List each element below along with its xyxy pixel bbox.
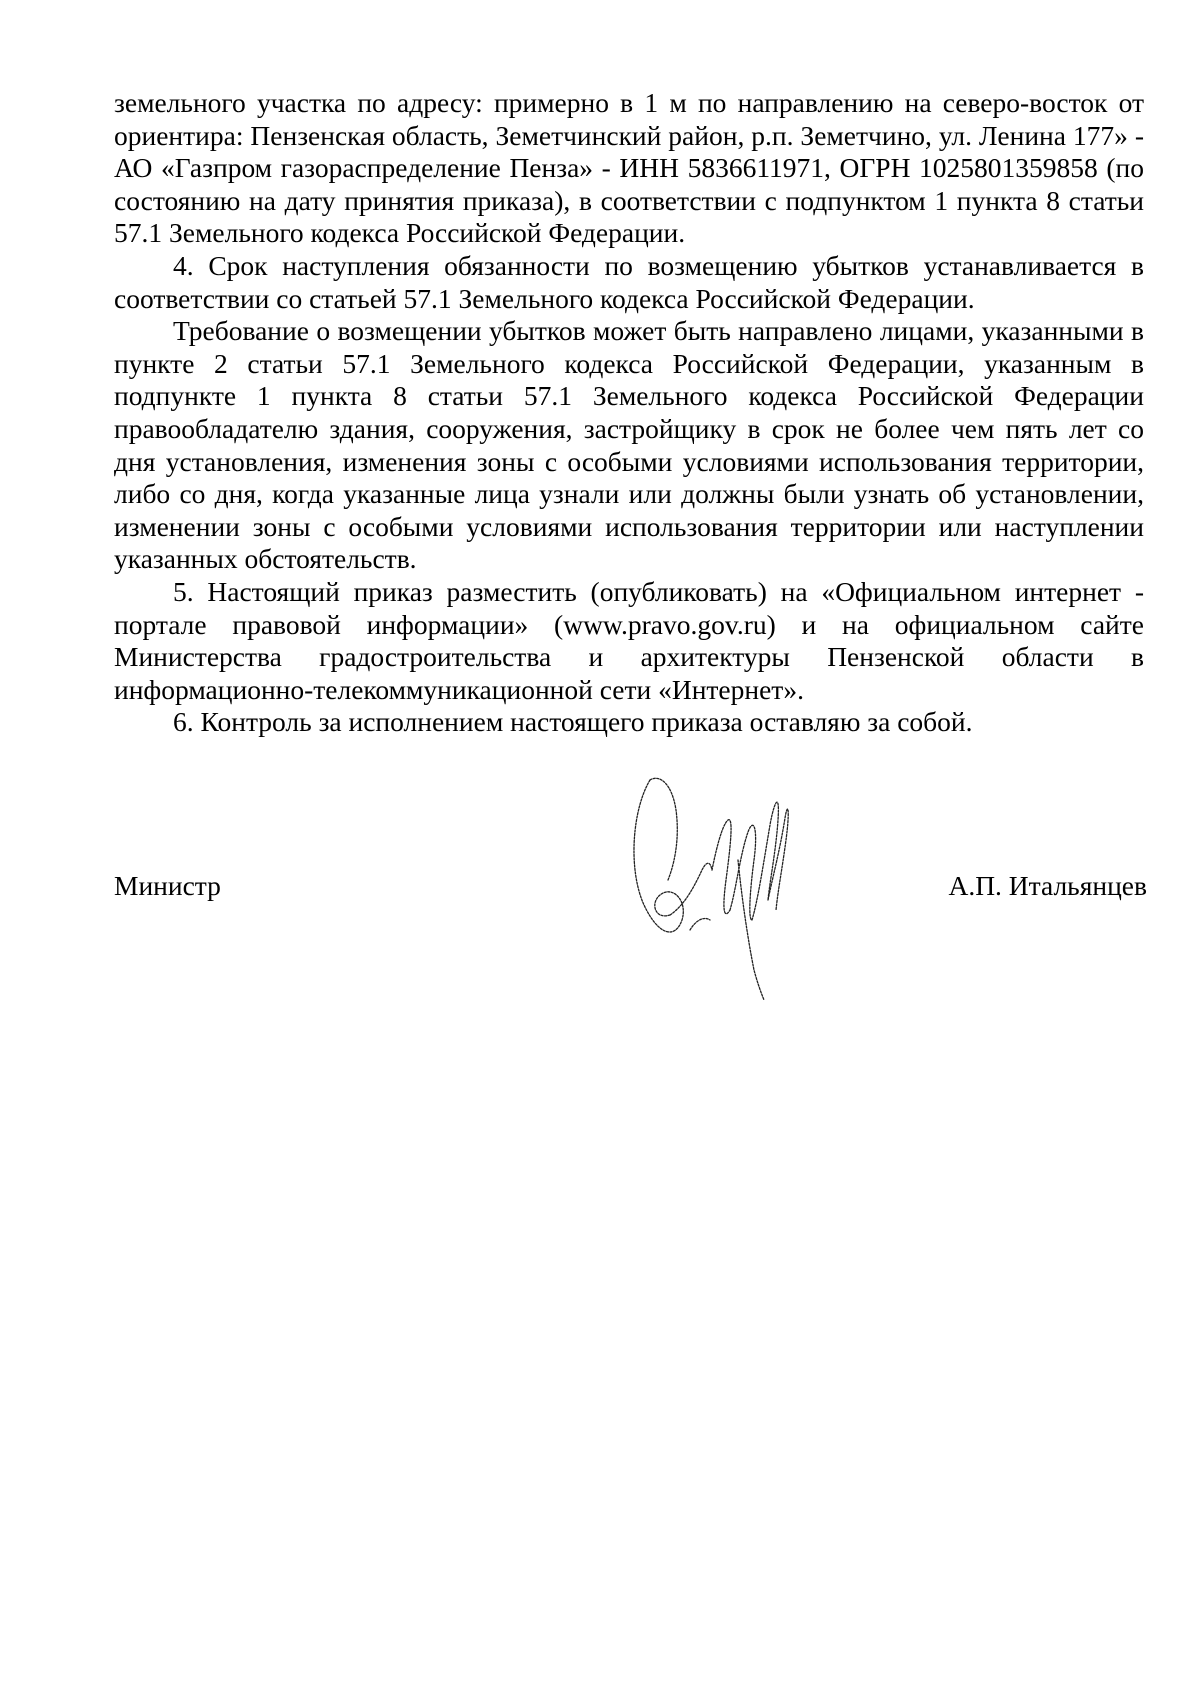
handwritten-signature [630,770,800,1005]
signatory-name: А.П. Итальянцев [948,870,1147,901]
paragraph-damages-claim: Требование о возмещении убытков может быть направлено лицами, указанными в пункте 2 статьи 57.1 Земельного кодекса Российской Федерации, указанным в подпункте 1 пункта 8 статьи 57.1 Земельного кодекса Российской Федерации правообладателю здания, сооружения, застройщику в срок не более чем пять лет со дня установления, изменения зоны с особыми условиями использования территории, либо со дня, когда указанные лица узнали или должны были узнать об установлении, изменении зоны с особыми условиями использования территории или наступлении указанных обстоятельств. [114,315,1144,575]
signatory-title: Министр [114,870,221,901]
paragraph-item-4: 4. Срок наступления обязанности по возмещению убытков устанавливается в соответствии со статьей 57.1 Земельного кодекса Российской Федерации. [114,249,1144,314]
paragraph-item-6: 6. Контроль за исполнением настоящего приказа оставляю за собой. [173,706,973,738]
document-body [114,87,1144,739]
paragraph-item-5: 5. Настоящий приказ разместить (опубликовать) на «Официальном интернет - портале правовой информации» (www.pravo.gov.ru) и на официальном сайте Министерства градостроительства и архитектуры Пензенской области в информационно-телекоммуникационной сети «Интернет». [114,575,1144,705]
paragraph-continuation: земельного участка по адресу: примерно в 1 м по направлению на северо-восток от ориентира: Пензенская область, Земетчинский район, р.п. Земетчино, ул. Ленина 177» - АО «Газпром газораспределение Пенза» - ИНН 5836611971, ОГРН 1025801359858 (по состоянию на дату принятия приказа), в соответствии с подпунктом 1 пункта 8 статьи 57.1 Земельного кодекса Российской Федерации. [114,87,1144,249]
